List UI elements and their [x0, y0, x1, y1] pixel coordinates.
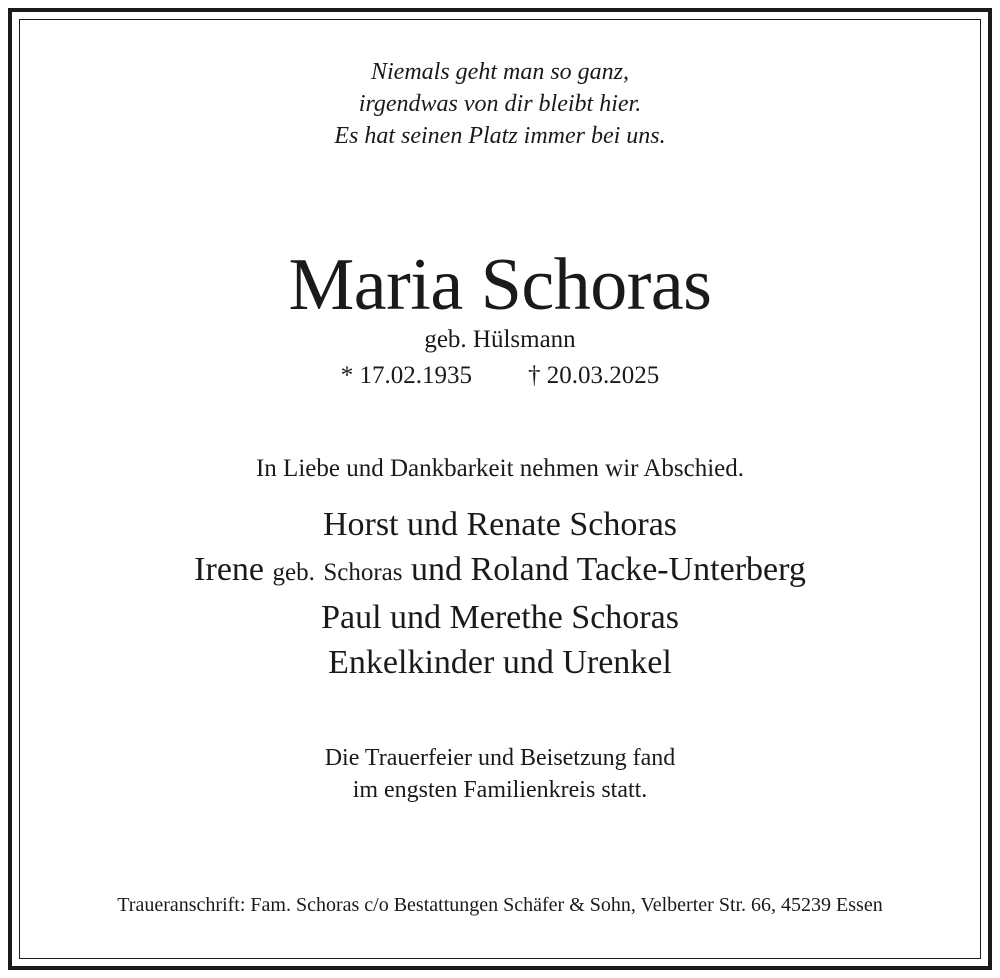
- poem-line: Es hat seinen Platz immer bei uns.: [334, 123, 666, 149]
- family-line: [0, 547, 1000, 595]
- family-line: Horst und Renate Schoras: [322, 506, 678, 543]
- mourning-address: Traueranschrift: Fam. Schoras c/o Bestattungen Schäfer & Sohn, Velberter Str. 66, 45239 Essen: [117, 894, 883, 916]
- ceremony-line: Die Trauerfeier und Beisetzung fand: [324, 745, 676, 771]
- death-date: † 20.03.2025: [528, 362, 660, 389]
- poem-line: irgendwas von dir bleibt hier.: [358, 91, 642, 117]
- life-dates: [0, 360, 1000, 392]
- poem: [0, 56, 1000, 152]
- poem-line: Niemals geht man so ganz,: [371, 59, 629, 85]
- birth-date: * 17.02.1935: [340, 362, 472, 389]
- family-maiden: Schoras: [323, 559, 403, 586]
- maiden-name: geb. Hülsmann: [424, 326, 576, 353]
- ceremony-line: im engsten Familienkreis statt.: [352, 777, 648, 803]
- ceremony-note: [0, 742, 1000, 806]
- family-geb: geb.: [272, 559, 315, 586]
- family-list: [0, 502, 1000, 685]
- family-first-name: Irene: [194, 551, 264, 588]
- family-line: Enkelkinder und Urenkel: [328, 644, 672, 681]
- family-rest: und Roland Tacke-Unterberg: [411, 551, 806, 588]
- family-line: Paul und Merethe Schoras: [321, 599, 679, 636]
- deceased-name: Maria Schoras: [288, 244, 712, 326]
- farewell-text: In Liebe und Dankbarkeit nehmen wir Abschied.: [255, 455, 745, 482]
- inner-border: [19, 19, 981, 959]
